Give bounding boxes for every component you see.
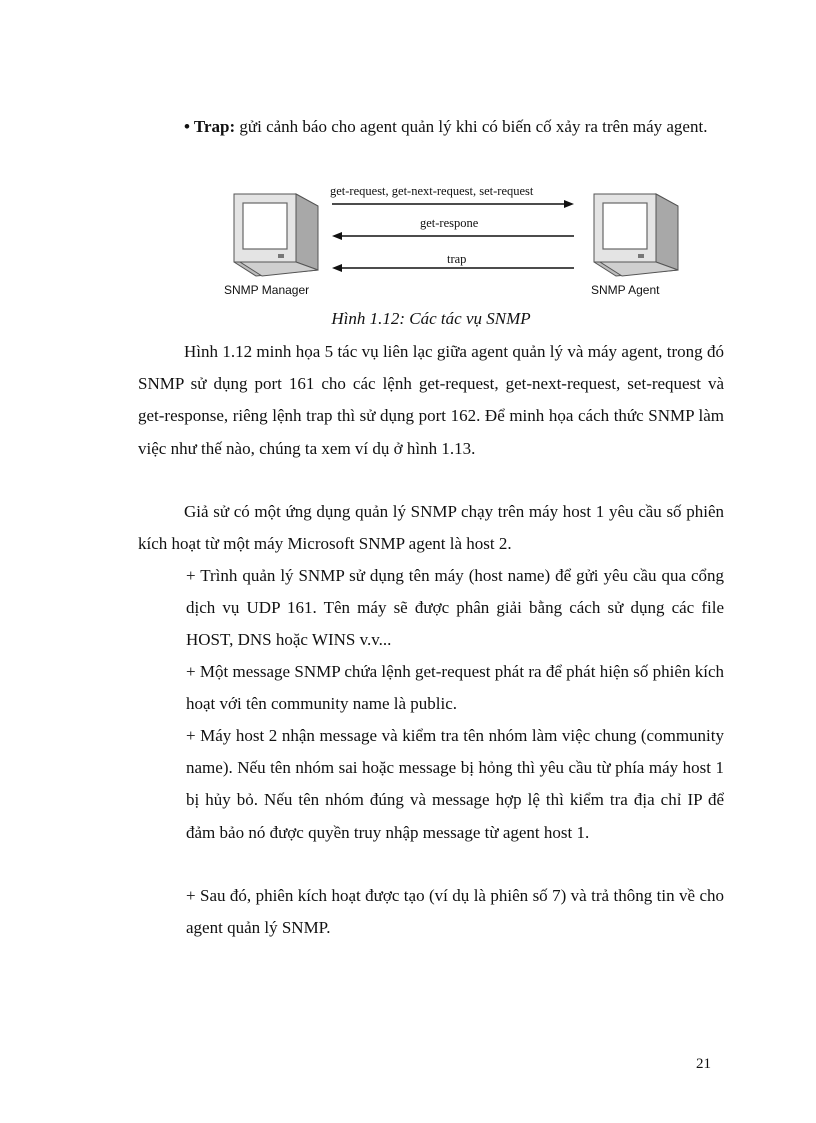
trap-description: gửi cảnh báo cho agent quản lý khi có biến cố xảy ra trên máy agent. (235, 117, 708, 136)
trap-term: • Trap: (184, 117, 236, 136)
snmp-operations-figure (214, 182, 684, 300)
agent-label: SNMP Agent (591, 283, 660, 297)
trap-paragraph (138, 111, 724, 143)
list-item: + Máy host 2 nhận message và kiểm tra tên nhóm làm việc chung (community name). Nếu tên nhóm sai hoặc message bị hỏng thì yêu cầu từ phía máy host 1 bị hủy bỏ. Nếu tên nhóm đúng và message hợp lệ thì kiểm tra địa chỉ IP để đảm bảo nó được quyền truy nhập message từ agent host 1. (186, 726, 724, 842)
list-item: + Trình quản lý SNMP sử dụng tên máy (host name) để gửi yêu cầu qua cổng dịch vụ UDP 161. Tên máy sẽ được phân giải bằng cách sử dụng các file HOST, DNS hoặc WINS v.v... (186, 566, 724, 650)
arrow-label-trap: trap (447, 252, 467, 266)
figure-caption: Hình 1.12: Các tác vụ SNMP (331, 309, 531, 328)
manager-label: SNMP Manager (224, 283, 310, 297)
page-number: 21 (696, 1056, 711, 1072)
arrow-label-request: get-request, get-next-request, set-request (330, 184, 534, 198)
arrow-label-response: get-respone (420, 216, 479, 230)
list-item: + Một message SNMP chứa lệnh get-request phát ra để phát hiện số phiên kích hoạt với tên community name là public. (186, 662, 724, 714)
list-item: + Sau đó, phiên kích hoạt được tạo (ví dụ là phiên số 7) và trả thông tin về cho agent quản lý SNMP. (186, 886, 724, 938)
body-paragraph-2: Giả sử có một ứng dụng quản lý SNMP chạy trên máy host 1 yêu cầu số phiên kích hoạt từ một máy Microsoft SNMP agent là host 2. (138, 502, 724, 554)
body-paragraph-1: Hình 1.12 minh họa 5 tác vụ liên lạc giữa agent quản lý và máy agent, trong đó SNMP sử dụng port 161 cho các lệnh get-request, get-next-request, set-request và get-response, riêng lệnh trap thì sử dụng port 162. Để minh họa cách thức SNMP làm việc như thế nào, chúng ta xem ví dụ ở hình 1.13. (138, 342, 724, 458)
